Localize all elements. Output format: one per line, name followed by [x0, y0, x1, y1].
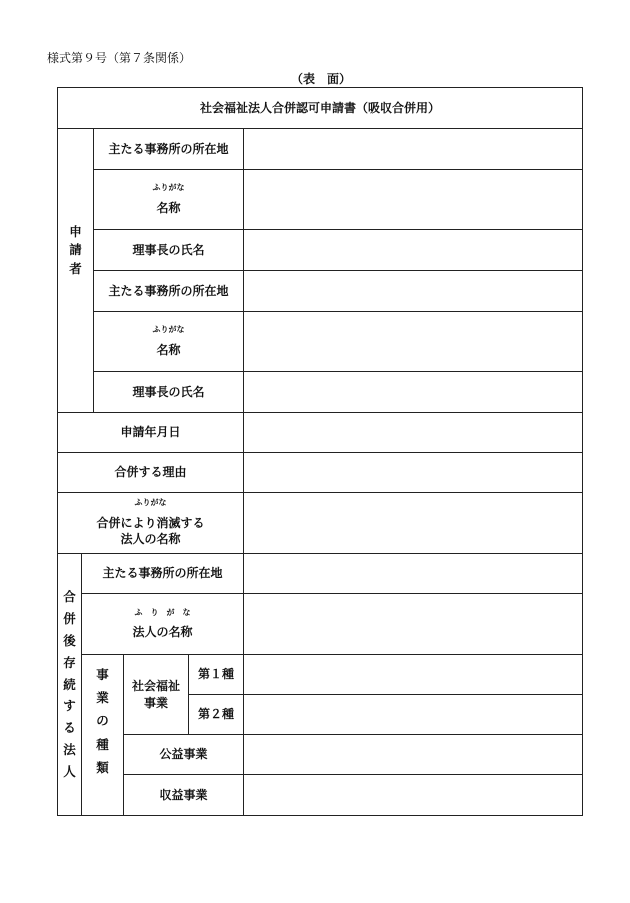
type1-label: 第１種: [189, 655, 244, 695]
applicant-group-label: 申請者: [58, 129, 94, 413]
social-welfare-business-label: 社会福祉事業: [124, 655, 189, 735]
form-number-label: 様式第９号（第７条関係）: [47, 51, 192, 65]
furigana-label: ふりがな: [134, 498, 167, 508]
application-date-field[interactable]: [244, 413, 583, 453]
application-date-label: 申請年月日: [58, 413, 244, 453]
type2-field[interactable]: [244, 695, 583, 735]
dissolved-corp-label: ふりがな 合併により消滅する 法人の名称: [58, 493, 244, 554]
merger-reason-field[interactable]: [244, 453, 583, 493]
public-interest-business-field[interactable]: [244, 735, 583, 775]
applicant-chairman-label: 理事長の氏名: [94, 230, 244, 271]
applicant-chairman-label-2: 理事長の氏名: [94, 372, 244, 413]
public-interest-business-label: 公益事業: [124, 735, 244, 775]
surviving-office-address-label: 主たる事務所の所在地: [82, 554, 244, 594]
surviving-corp-group-label: 合併後存続する法人: [58, 554, 82, 816]
applicant-name-field-2[interactable]: [244, 312, 583, 372]
surviving-corp-name-field[interactable]: [244, 594, 583, 655]
applicant-chairman-field-2[interactable]: [244, 372, 583, 413]
applicant-office-address-field-2[interactable]: [244, 271, 583, 312]
profit-business-field[interactable]: [244, 775, 583, 816]
profit-business-label: 収益事業: [124, 775, 244, 816]
applicant-office-address-field[interactable]: [244, 129, 583, 170]
surviving-corp-name-label: ふりがな 法人の名称: [82, 594, 244, 655]
applicant-chairman-field[interactable]: [244, 230, 583, 271]
applicant-name-label: ふりがな 名称: [94, 170, 244, 230]
furigana-label: ふりがな: [152, 183, 185, 192]
business-type-group-label: 事業の種類: [82, 655, 124, 816]
applicant-name-label-2: ふりがな 名称: [94, 312, 244, 372]
type2-label: 第２種: [189, 695, 244, 735]
type1-field[interactable]: [244, 655, 583, 695]
application-form-table: [57, 87, 583, 816]
form-title: 社会福祉法人合併認可申請書（吸収合併用）: [58, 88, 583, 129]
surviving-office-address-field[interactable]: [244, 554, 583, 594]
dissolved-corp-field[interactable]: [244, 493, 583, 554]
furigana-label: ふりがな: [134, 607, 199, 617]
merger-reason-label: 合併する理由: [58, 453, 244, 493]
side-label: （表 面）: [291, 72, 352, 86]
applicant-office-address-label-2: 主たる事務所の所在地: [94, 271, 244, 312]
applicant-office-address-label: 主たる事務所の所在地: [94, 129, 244, 170]
applicant-name-field[interactable]: [244, 170, 583, 230]
furigana-label: ふりがな: [152, 325, 185, 334]
